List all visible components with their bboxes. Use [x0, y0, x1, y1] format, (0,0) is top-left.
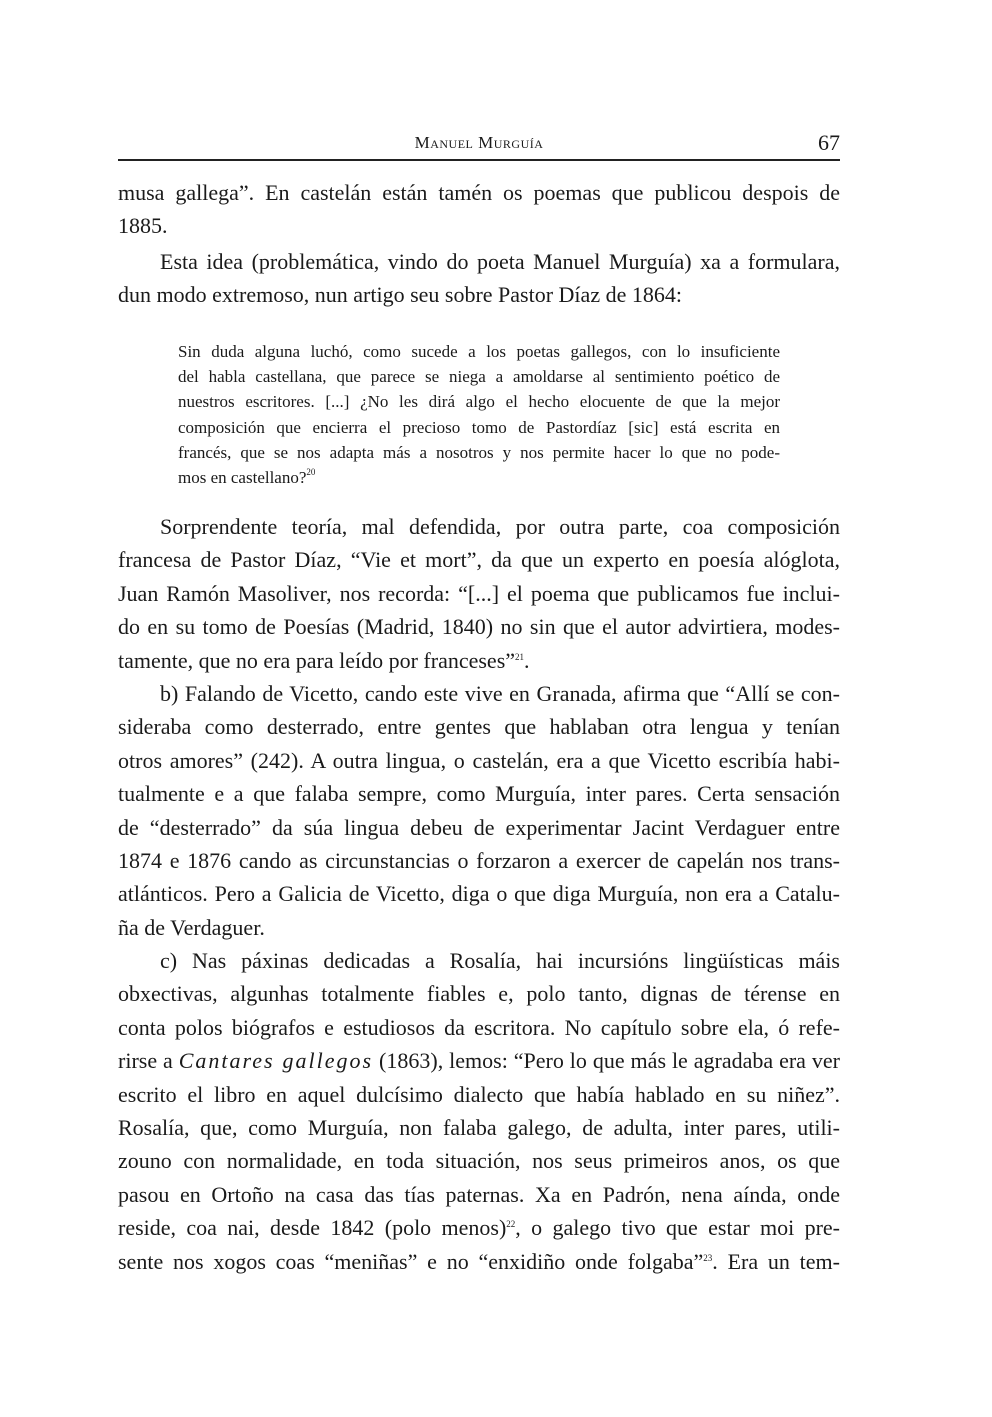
text: (1863), lemos: “Pero lo que más le agradaba era ver — [373, 1048, 840, 1074]
text-line: Esta idea (problemática, vindo do poeta Manuel Murguía) xa a formulara, — [160, 249, 840, 274]
text-line: Juan Ramón Masoliver, nos recorda: “[...] el poema que publicamos fue inclui- — [118, 580, 840, 606]
text-line: zouno con normalidade, en toda situación, nos seus primeiros anos, os que — [118, 1148, 840, 1174]
quote-line: francés, que se nos adapta más a nosotros y nos permite hacer lo que no pode- — [178, 442, 780, 462]
paragraph-2 — [118, 245, 840, 312]
header-rule — [118, 159, 840, 161]
text: . — [524, 647, 530, 673]
text-line: otros amores” (242). A outra lingua, o castelán, era a que Vicetto escribía habi- — [118, 747, 840, 773]
quote-line: nuestros escritores. [...] ¿No les dirá algo el hecho elocuente de que la mejor — [178, 392, 780, 412]
paragraph-1 — [118, 176, 840, 243]
page-number: 67 — [818, 130, 840, 155]
text-line: musa gallega”. En castelán están tamén os poemas que publicou despois de — [118, 180, 840, 205]
book-title: Cantares gallegos — [178, 1048, 374, 1074]
block-quote — [178, 339, 780, 490]
footnote-ref-23[interactable]: 23 — [703, 1252, 713, 1263]
text-line: obxectivas, algunhas totalmente fiables e, polo tanto, dignas de térense en — [118, 981, 840, 1007]
paragraph-3 — [118, 510, 840, 1278]
quote-line: del habla castellana, que parece se niega a amoldarse al sentimiento poético de — [178, 367, 780, 387]
text: tamente, que no era para leído por franceses” — [118, 647, 516, 673]
text-line: dun modo extremoso, nun artigo seu sobre Pastor Díaz de 1864: — [118, 282, 682, 308]
text-line: conta polos biógrafos e estudiosos da escritora. No capítulo sobre ela, ó refe- — [118, 1014, 840, 1040]
text: rirse a — [118, 1048, 179, 1074]
text-line — [118, 1245, 840, 1278]
text-line: 1874 e 1876 cando as circunstancias o forzaron a exercer de capelán nos trans- — [118, 847, 840, 873]
text-line: do en su tomo de Poesías (Madrid, 1840) no sin que el autor advirtiera, modes- — [118, 614, 840, 640]
quote-line — [178, 465, 780, 490]
text-line: b) Falando de Vicetto, cando este vive en Granada, afirma que “Allí se con- — [160, 680, 840, 706]
footnote-ref-22[interactable]: 22 — [506, 1219, 516, 1230]
text: reside, coa nai, desde 1842 (polo menos) — [118, 1215, 507, 1241]
text-line — [118, 1211, 840, 1244]
text-line: escrito el libro en aquel dulcísimo dialecto que había hablado en su niñez”. — [118, 1081, 840, 1107]
text-line: sideraba como desterrado, entre gentes que hablaban otra lengua y tenían — [118, 714, 840, 740]
text-line: 1885. — [118, 213, 168, 239]
quote-text: mos en castellano? — [178, 467, 307, 487]
text-line: c) Nas páxinas dedicadas a Rosalía, hai incursións lingüísticas máis — [160, 948, 840, 974]
text: . Era un tem- — [712, 1248, 840, 1274]
quote-line: composición que encierra el precioso tomo de Pastordíaz [sic] está escrita en — [178, 417, 780, 437]
text-line: tualmente e a que falaba sempre, como Murguía, inter pares. Certa sensación — [118, 781, 840, 807]
text-line: Rosalía, que, como Murguía, non falaba galego, de adulta, inter pares, utili- — [118, 1115, 840, 1141]
text-line: francesa de Pastor Díaz, “Vie et mort”, da que un experto en poesía alóglota, — [118, 547, 840, 573]
footnote-ref-20[interactable]: 20 — [306, 466, 316, 477]
text-line: de “desterrado” da súa lingua debeu de experimentar Jacint Verdaguer entre — [118, 814, 840, 840]
running-title: Manuel Murguía — [414, 133, 544, 152]
text-line: ña de Verdaguer. — [118, 914, 265, 940]
text-line: pasou en Ortoño na casa das tías paternas. Xa en Padrón, nena aínda, onde — [118, 1181, 840, 1207]
text-line: Sorprendente teoría, mal defendida, por outra parte, coa composición — [160, 514, 840, 539]
text-line: atlánticos. Pero a Galicia de Vicetto, diga o que diga Murguía, non era a Catalu- — [118, 881, 840, 907]
text-line — [118, 644, 840, 677]
quote-line: Sin duda alguna luchó, como sucede a los poetas gallegos, con lo insuficiente — [178, 342, 780, 361]
text: , o galego tivo que estar moi pre- — [515, 1215, 840, 1241]
footnote-ref-21[interactable]: 21 — [515, 651, 525, 662]
text: sente nos xogos coas “meniñas” e no “enxidiño onde folgaba” — [118, 1248, 704, 1274]
text-line — [118, 1044, 840, 1077]
